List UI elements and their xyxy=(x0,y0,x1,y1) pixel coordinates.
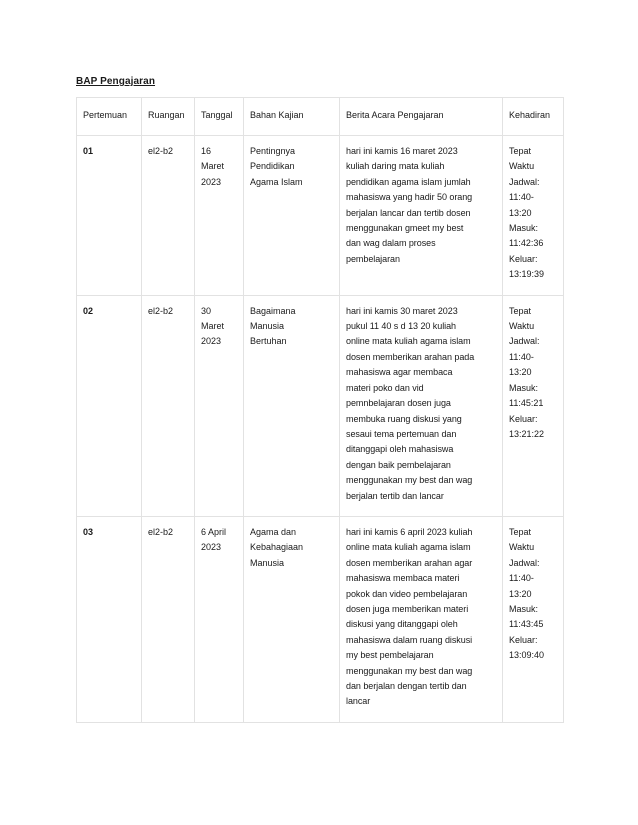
attendance-line: Jadwal: xyxy=(509,176,540,187)
report-cell xyxy=(340,136,503,296)
report-line: my best pembelajaran xyxy=(346,650,434,661)
attendance-cell xyxy=(503,516,564,722)
report-line: dan berjalan dengan tertib dan xyxy=(346,681,467,691)
report-cell xyxy=(340,295,503,516)
report-line: menggunakan my best dan wag xyxy=(346,665,473,676)
report-line: kuliah daring mata kuliah xyxy=(346,161,445,172)
attendance-line: Waktu xyxy=(509,542,535,553)
report-line: dosen memberikan arahan agar xyxy=(346,557,473,568)
room-cell: el2-b2 xyxy=(142,136,195,296)
bap-table xyxy=(76,97,564,723)
report-line: mahasiswa dalam ruang diskusi xyxy=(346,634,473,645)
report-line: berjalan lancar dan tertib dosen xyxy=(346,207,471,218)
document-title: BAP Pengajaran xyxy=(76,76,156,87)
topic-line: Bertuhan xyxy=(250,336,287,347)
date-cell xyxy=(195,136,244,296)
topic-cell xyxy=(244,516,340,722)
date-line: 16 xyxy=(201,146,212,156)
report-line: lancar xyxy=(346,696,371,707)
attendance-line: 11:45:21 xyxy=(509,398,544,409)
report-line: hari ini kamis 6 april 2023 kuliah xyxy=(346,526,473,537)
report-line: menggunakan my best dan wag xyxy=(346,475,473,486)
report-line: ditanggapi oleh mahasiswa xyxy=(346,444,454,455)
report-line: diskusi yang ditanggapi oleh xyxy=(346,619,458,630)
header-topic: Bahan Kajian xyxy=(244,98,340,136)
attendance-line: 11:40- xyxy=(509,192,534,203)
report-line: mahasiswa yang hadir 50 orang xyxy=(346,192,473,203)
attendance-line: 13:19:39 xyxy=(509,269,545,280)
attendance-line: Jadwal: xyxy=(509,557,540,568)
attendance-line: Keluar: xyxy=(509,413,538,424)
attendance-line: 11:42:36 xyxy=(509,238,544,249)
date-line: 2023 xyxy=(201,336,222,347)
date-line: 2023 xyxy=(201,542,222,553)
attendance-line: Masuk: xyxy=(509,223,539,234)
report-line: online mata kuliah agama islam xyxy=(346,336,471,347)
date-line: Maret xyxy=(201,321,225,332)
report-line: dosen juga memberikan materi xyxy=(346,603,469,614)
meeting-number: 01 xyxy=(77,136,142,296)
report-line: membuka ruang diskusi yang xyxy=(346,413,462,424)
topic-line: Manusia xyxy=(250,557,285,568)
report-line: dosen memberikan arahan pada xyxy=(346,351,475,362)
meeting-number: 02 xyxy=(77,295,142,516)
attendance-line: 11:40- xyxy=(509,351,534,362)
attendance-line: Tepat xyxy=(509,526,532,537)
topic-cell xyxy=(244,295,340,516)
attendance-line: 13:20 xyxy=(509,367,532,378)
table-header-row xyxy=(77,98,564,136)
topic-line: Agama Islam xyxy=(250,176,303,187)
topic-line: Pendidikan xyxy=(250,161,295,172)
report-line: pukul 11 40 s d 13 20 kuliah xyxy=(346,321,457,332)
attendance-line: Tepat xyxy=(509,146,532,156)
report-line: materi poko dan vid xyxy=(346,382,424,393)
report-line: berjalan tertib dan lancar xyxy=(346,490,444,501)
attendance-cell xyxy=(503,295,564,516)
report-line: mahasiswa agar membaca xyxy=(346,367,453,378)
attendance-line: 13:09:40 xyxy=(509,650,545,661)
attendance-line: Tepat xyxy=(509,305,532,316)
attendance-line: Waktu xyxy=(509,321,535,332)
attendance-line: Keluar: xyxy=(509,634,538,645)
report-line: pemnbelajaran dosen juga xyxy=(346,398,451,409)
date-cell xyxy=(195,516,244,722)
report-line: mahasiswa membaca materi xyxy=(346,573,460,584)
topic-line: Agama dan xyxy=(250,526,297,537)
attendance-cell xyxy=(503,136,564,296)
topic-line: Kebahagiaan xyxy=(250,542,304,553)
attendance-line: Waktu xyxy=(509,161,535,172)
topic-line: Manusia xyxy=(250,321,285,332)
report-line: hari ini kamis 16 maret 2023 xyxy=(346,146,458,156)
date-line: 2023 xyxy=(201,176,222,187)
attendance-line: 13:20 xyxy=(509,588,532,599)
topic-line: Bagaimana xyxy=(250,305,296,316)
report-line: pendidikan agama islam jumlah xyxy=(346,176,471,187)
report-line: hari ini kamis 30 maret 2023 xyxy=(346,305,458,316)
attendance-line: 11:43:45 xyxy=(509,619,544,630)
attendance-line: Keluar: xyxy=(509,253,538,264)
header-attendance: Kehadiran xyxy=(503,98,564,136)
table-row xyxy=(77,516,564,722)
attendance-line: 13:21:22 xyxy=(509,428,545,439)
date-line: Maret xyxy=(201,161,225,172)
report-cell xyxy=(340,516,503,722)
date-cell xyxy=(195,295,244,516)
table-row xyxy=(77,136,564,296)
header-room: Ruangan xyxy=(142,98,195,136)
header-report: Berita Acara Pengajaran xyxy=(340,98,503,136)
meeting-number: 03 xyxy=(77,516,142,722)
header-date: Tanggal xyxy=(195,98,244,136)
report-line: sesaui tema pertemuan dan xyxy=(346,428,457,439)
header-meeting: Pertemuan xyxy=(77,98,142,136)
report-line: dengan baik pembelajaran xyxy=(346,459,451,470)
topic-cell xyxy=(244,136,340,296)
report-line: pembelajaran xyxy=(346,253,400,264)
report-line: menggunakan gmeet my best xyxy=(346,223,464,234)
report-line: pokok dan video pembelajaran xyxy=(346,588,468,599)
report-line: online mata kuliah agama islam xyxy=(346,542,471,553)
attendance-line: 13:20 xyxy=(509,207,532,218)
report-line: dan wag dalam proses xyxy=(346,238,436,249)
attendance-line: Masuk: xyxy=(509,603,539,614)
attendance-line: 11:40- xyxy=(509,573,534,584)
date-line: 6 April xyxy=(201,526,227,537)
room-cell: el2-b2 xyxy=(142,516,195,722)
attendance-line: Masuk: xyxy=(509,382,539,393)
topic-line: Pentingnya xyxy=(250,146,296,156)
date-line: 30 xyxy=(201,305,212,316)
attendance-line: Jadwal: xyxy=(509,336,540,347)
table-row xyxy=(77,295,564,516)
room-cell: el2-b2 xyxy=(142,295,195,516)
